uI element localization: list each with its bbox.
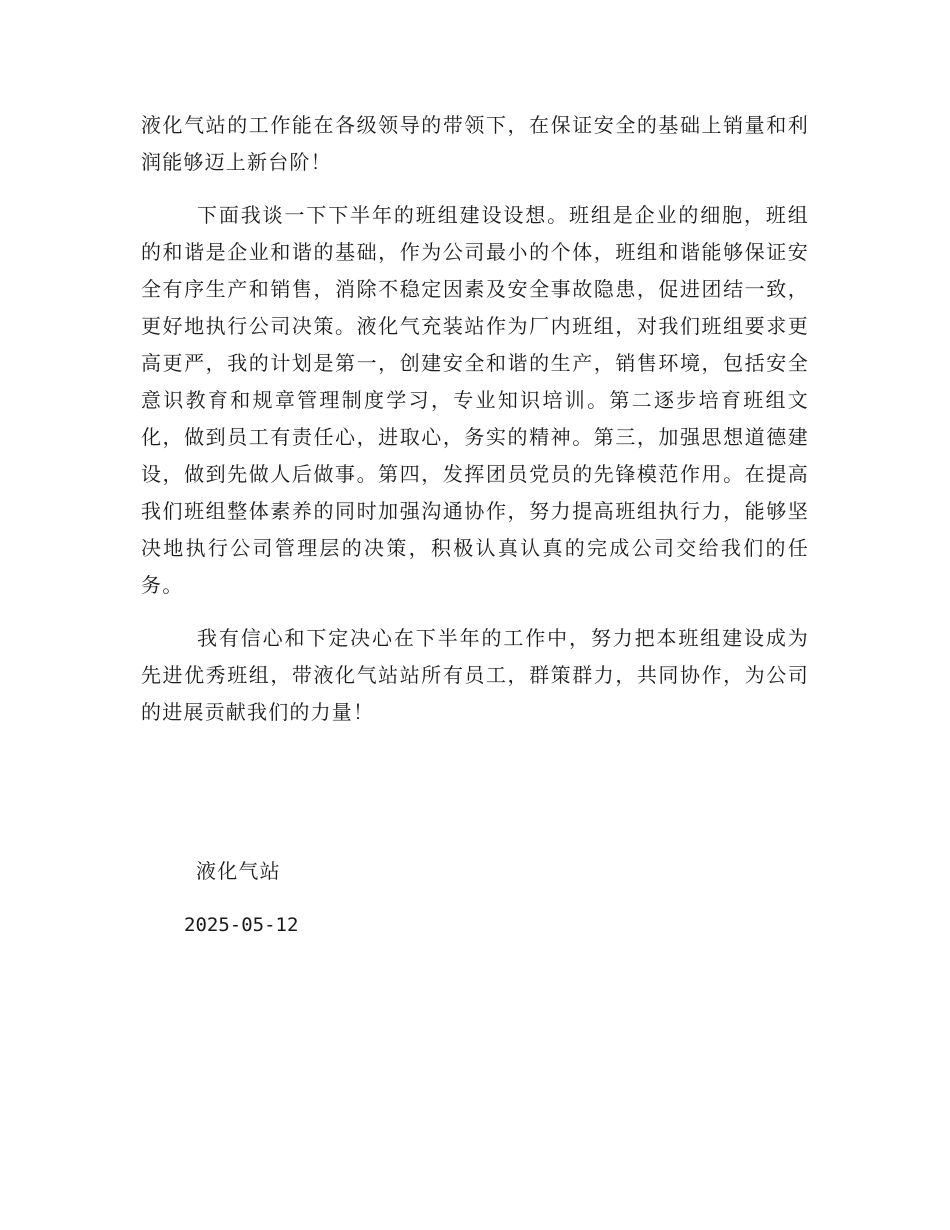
paragraph-closing-continuation: 液化气站的工作能在各级领导的带领下，在保证安全的基础上销量和利润能够迈上新台阶！ <box>141 113 809 174</box>
signature-date: 2025-05-12 <box>184 914 299 936</box>
paragraph-team-building-plan: 下面我谈一下下半年的班组建设设想。班组是企业的细胞，班组的和谐是企业和谐的基础，作为公司最小的个体，班组和谐能够保证安全有序生产和销售，消除不稳定因素及安全事故隐患，促进团结一致，更好地执行公司决策。液化气充装站作为厂内班组，对我们班组要求更高更严，我的计划是第一，创建安全和谐的生产，销售环境，包括安全意识教育和规章管理制度学习，专业知识培训。第二逐步培育班组文化，做到员工有责任心，进取心，务实的精神。第三，加强思想道德建设，做到先做人后做事。第四，发挥团员党员的先锋模范作用。在提高我们班组整体素养的同时加强沟通协作，努力提高班组执行力，能够坚决地执行公司管理层的决策，积极认真认真的完成公司交给我们的任务。 <box>141 203 809 597</box>
paragraph-commitment: 我有信心和下定决心在下半年的工作中，努力把本班组建设成为先进优秀班组，带液化气站站所有员工，群策群力，共同协作，为公司的进展贡献我们的力量！ <box>141 626 809 724</box>
document-body <box>141 107 809 747</box>
signature-organization: 液化气站 <box>196 859 281 883</box>
